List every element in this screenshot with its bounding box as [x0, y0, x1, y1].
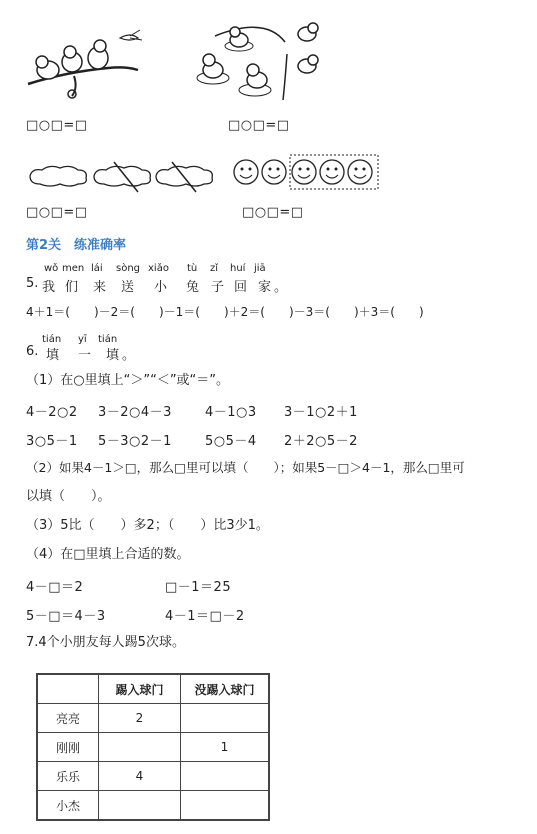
value-cell[interactable]: 1 [181, 733, 270, 762]
birds-illustration [26, 28, 156, 100]
value-cell[interactable] [181, 704, 270, 733]
equation-blank-4[interactable]: □○□=□ [242, 205, 304, 220]
pinyin: yī [78, 334, 87, 345]
equation-blank-3[interactable]: □○□=□ [26, 205, 88, 220]
pinyin: tù [187, 263, 198, 274]
ducks-illustration [195, 22, 330, 102]
pinyin: jiā [254, 263, 266, 274]
header-cell: 没踢入球门 [181, 674, 270, 704]
name-cell: 亮亮 [37, 704, 99, 733]
pinyin: tián [98, 334, 118, 345]
value-cell[interactable]: 4 [99, 762, 181, 791]
name-cell: 刚刚 [37, 733, 99, 762]
char: 一 [78, 348, 92, 363]
char: 填 [46, 348, 60, 363]
char: 们 [65, 280, 79, 295]
char: 子 [211, 280, 225, 295]
pinyin: sòng [116, 263, 141, 274]
question-number: 5. [26, 276, 39, 291]
pinyin: xiǎo [148, 263, 169, 274]
char: 我 [42, 280, 56, 295]
equation-blank-1[interactable]: □○□=□ [26, 118, 88, 133]
name-cell: 乐乐 [37, 762, 99, 791]
fill-equation[interactable]: 5－□＝4－3 [26, 609, 106, 624]
smiley-faces-illustration [232, 152, 382, 192]
compare-item[interactable]: 3－2○4－3 [98, 405, 172, 420]
kick-results-table [36, 673, 270, 821]
q7-text: 7.4个小朋友每人踢5次球。 [26, 635, 185, 650]
value-cell[interactable] [99, 733, 181, 762]
compare-item[interactable]: 4－1○3 [205, 405, 257, 420]
table-row [37, 762, 269, 791]
q6-part1-instruction: （1）在○里填上“＞”“＜”或“＝”。 [26, 373, 230, 388]
section-title: 第2关 练准确率 [26, 238, 127, 253]
pinyin: huí [230, 263, 246, 274]
char: 回 [234, 280, 248, 295]
name-cell: 小杰 [37, 791, 99, 821]
pinyin: tián [42, 334, 62, 345]
compare-item[interactable]: 5○5－4 [205, 434, 257, 449]
header-cell [37, 674, 99, 704]
q5-chain-row[interactable]: 4＋1＝( )－2＝( )－1＝( )＋2＝( )－3＝( )＋3＝( ) [26, 305, 424, 319]
char: 填 [106, 348, 120, 363]
pinyin: lái [91, 263, 103, 274]
compare-item[interactable]: 3－1○2＋1 [284, 405, 358, 420]
q6-part2-line2[interactable]: 以填（ ）。 [26, 489, 111, 504]
pinyin: zǐ [210, 263, 219, 274]
char: 来 [93, 280, 107, 295]
compare-item[interactable]: 4－2○2 [26, 405, 78, 420]
char: 家 [258, 280, 272, 295]
q6-part2-line1[interactable]: （2）如果4－1＞□，那么□里可以填（ ）；如果5－□＞4－1，那么□里可 [26, 460, 465, 475]
compare-item[interactable]: 3○5－1 [26, 434, 78, 449]
fill-equation[interactable]: 4－□＝2 [26, 580, 84, 595]
table-row [37, 704, 269, 733]
compare-item[interactable]: 2＋2○5－2 [284, 434, 358, 449]
value-cell[interactable] [99, 791, 181, 821]
question-number: 6. [26, 344, 39, 359]
equation-blank-2[interactable]: □○□=□ [228, 118, 290, 133]
char: 小 [154, 280, 168, 295]
value-cell[interactable] [181, 791, 270, 821]
clouds-illustration [26, 158, 216, 194]
compare-item[interactable]: 5－3○2－1 [98, 434, 172, 449]
q6-part4-instruction: （4）在□里填上合适的数。 [26, 547, 190, 562]
char: 。 [122, 348, 136, 363]
fill-equation[interactable]: 4－1＝□－2 [165, 609, 245, 624]
header-cell: 踢入球门 [99, 674, 181, 704]
value-cell[interactable]: 2 [99, 704, 181, 733]
char: 兔 [186, 280, 200, 295]
q6-part3[interactable]: （3）5比（ ）多2；（ ）比3少1。 [26, 518, 269, 533]
char: 送 [121, 280, 135, 295]
fill-equation[interactable]: □－1＝25 [165, 580, 232, 595]
pinyin: wǒ [44, 263, 59, 274]
table-row [37, 733, 269, 762]
value-cell[interactable] [181, 762, 270, 791]
table-header-row [37, 674, 269, 704]
pinyin: men [62, 263, 85, 274]
table-row [37, 791, 269, 821]
char: 。 [274, 280, 288, 295]
